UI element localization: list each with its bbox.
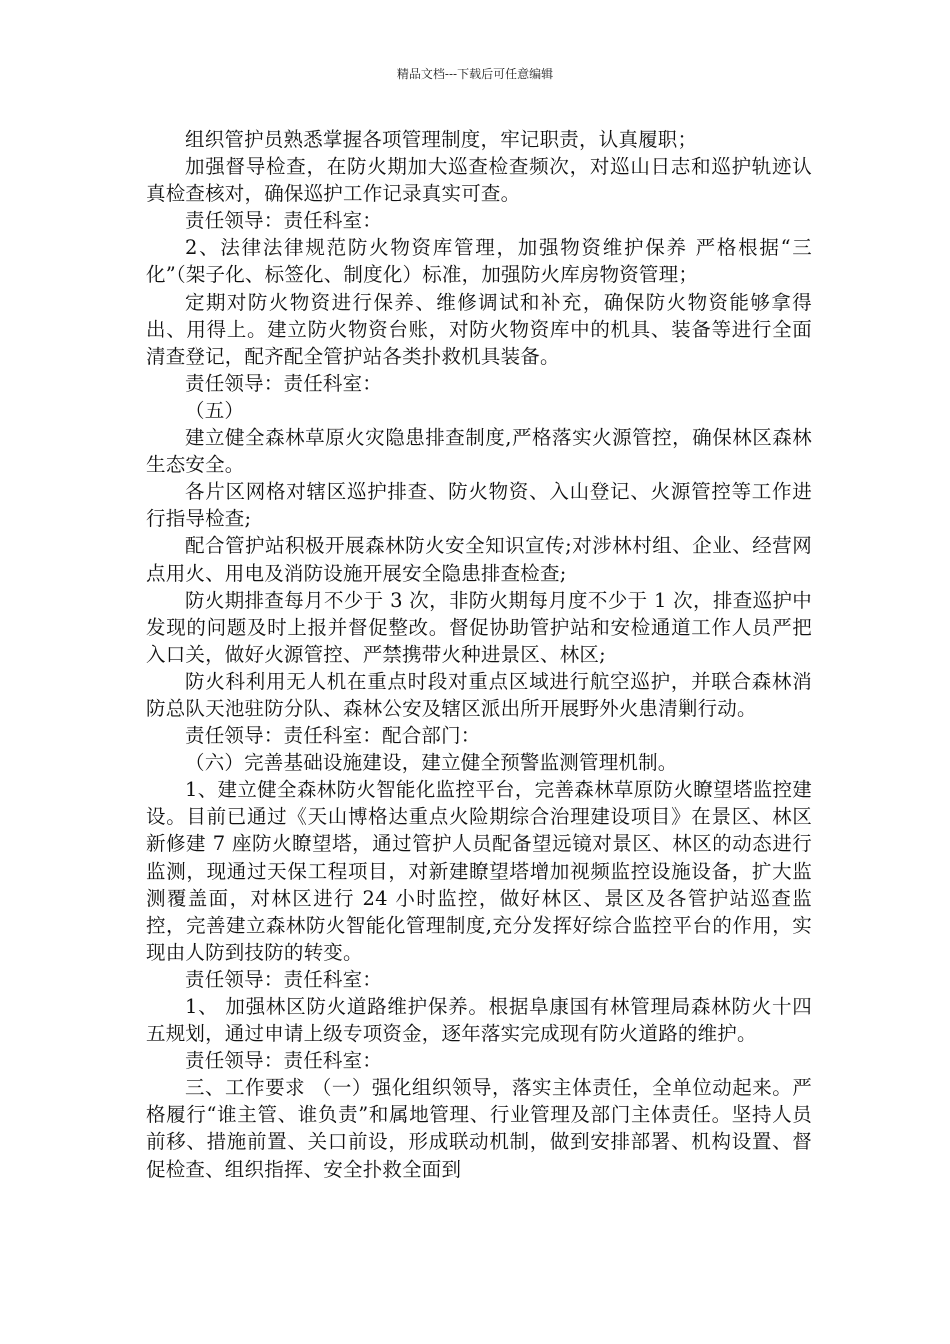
paragraph: 三、工作要求 （一）强化组织领导，落实主体责任，全单位动起来。严格履行“谁主管、谁负责”和属地管理、行业管理及部门主体责任。坚持人员前移、措施前置、关口前设，形成联动机制，做到安排部署、机构设置、督促检查、组织指挥、安全扑救全面到 — [146, 1076, 812, 1181]
section-heading: （六）完善基础设施建设，建立健全预警监测管理机制。 — [185, 751, 678, 775]
paragraph: 加强督导检查，在防火期加大巡查检查频次，对巡山日志和巡护轨迹认真检查核对，确保巡护工作记录真实可查。 — [146, 155, 812, 206]
paragraph: 责任领导：责任科室：配合部门： — [185, 724, 481, 748]
paragraph: 组织管护员熟悉掌握各项管理制度，牢记职责，认真履职； — [185, 128, 698, 151]
paragraph: 各片区网格对辖区巡护排查、防火物资、入山登记、火源管控等工作进行指导检查; — [146, 480, 812, 531]
document-body — [146, 126, 812, 1183]
paragraph: 防火科利用无人机在重点时段对重点区域进行航空巡护，并联合森林消防总队天池驻防分队、森林公安及辖区派出所开展野外火患清剿行动。 — [146, 669, 812, 720]
paragraph: 2、法律法律规范防火物资库管理，加强物资维护保养 严格根据“三化”（架子化、标签化、制度化）标准，加强防火库房物资管理； — [146, 236, 812, 287]
paragraph: 配合管护站积极开展森林防火安全知识宣传;对涉林村组、企业、经营网点用火、用电及消防设施开展安全隐患排查检查; — [146, 534, 812, 585]
paragraph: 1、 加强林区防火道路维护保养。根据阜康国有林管理局森林防火十四五规划，通过申请上级专项资金，逐年落实完成现有防火道路的维护。 — [146, 995, 812, 1046]
paragraph: 责任领导：责任科室： — [185, 209, 383, 233]
paragraph: 责任领导：责任科室： — [185, 371, 383, 395]
section-heading: （五） — [185, 398, 245, 422]
page-header: 精品文档---下载后可任意编辑 — [396, 67, 554, 81]
paragraph: 定期对防火物资进行保养、维修调试和补充，确保防火物资能够拿得出、用得上。建立防火物资台账，对防火物资库中的机具、装备等进行全面清查登记，配齐配全管护站各类扑救机具装备。 — [146, 290, 812, 368]
paragraph: 防火期排查每月不少于 3 次，非防火期每月度不少于 1 次，排查巡护中发现的问题及时上报并督促整改。督促协助管护站和安检通道工作人员严把入口关，做好火源管控、严禁携带火种进景区、林区; — [146, 588, 812, 666]
paragraph: 责任领导：责任科室： — [185, 1049, 383, 1073]
paragraph: 建立健全森林草原火灾隐患排查制度,严格落实火源管控，确保林区森林生态安全。 — [146, 426, 812, 477]
paragraph: 1、建立健全森林防火智能化监控平台，完善森林草原防火瞭望塔监控建设。目前已通过《天山博格达重点火险期综合治理建设项目》在景区、林区新修建 7 座防火瞭望塔，通过管护人员配备望远镜对景区、林区的动态进行监测，现通过天保工程项目，对新建瞭望塔增加视频监控设施设备，扩大监测覆盖面，对林区进行 24 小时监控，做好林区、景区及各管护站巡查监控，完善建立森林防火智能化管理制度,充分发挥好综合监控平台的作用，实现由人防到技防的转变。 — [146, 778, 812, 964]
paragraph: 责任领导：责任科室： — [185, 967, 383, 991]
